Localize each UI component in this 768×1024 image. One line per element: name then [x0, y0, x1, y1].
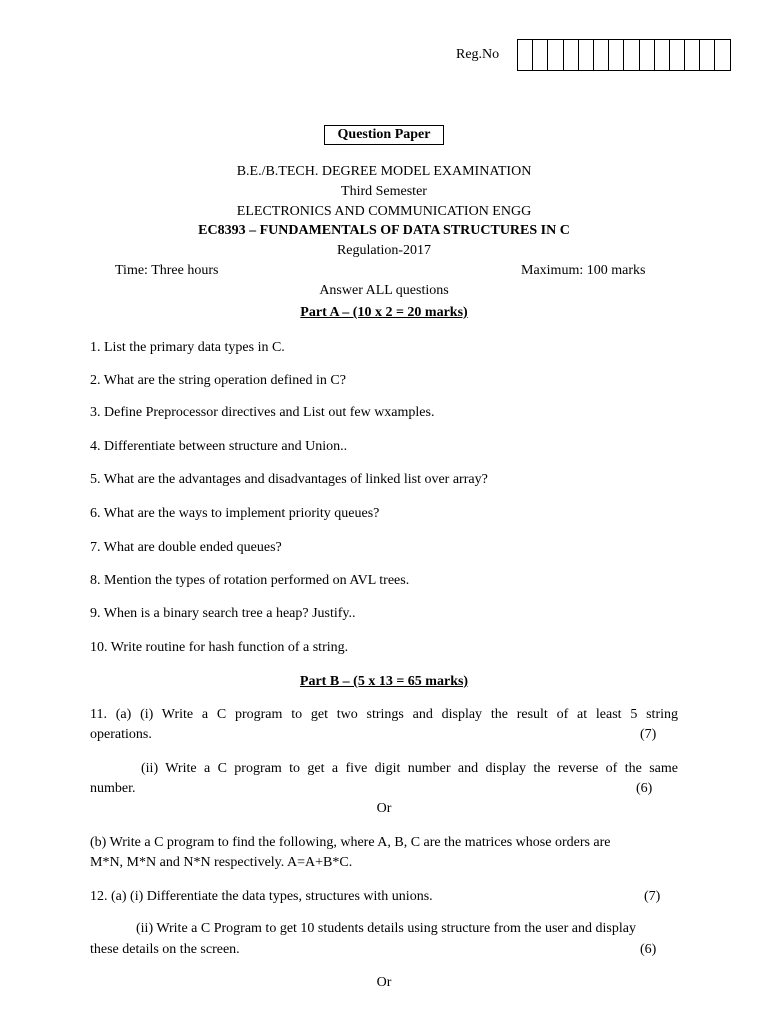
question-2: 2. What are the string operation defined in C?: [90, 373, 346, 388]
question-1: 1. List the primary data types in C.: [90, 340, 285, 355]
reg-no-digit-box[interactable]: [609, 39, 624, 71]
question-4: 4. Differentiate between structure and Union..: [90, 439, 348, 454]
question-3: 3. Define Preprocessor directives and List out few wxamples.: [90, 405, 435, 420]
question-11-a-ii-marks: (6): [636, 781, 653, 796]
or-separator-1: Or: [376, 801, 392, 816]
reg-no-digit-box[interactable]: [670, 39, 685, 71]
instruction: Answer ALL questions: [319, 283, 449, 298]
question-11-a-i-marks: (7): [640, 727, 657, 742]
reg-no-digit-box[interactable]: [715, 39, 730, 71]
semester: Third Semester: [341, 184, 427, 199]
question-11-b-line2: M*N, M*N and N*N respectively. A=A+B*C.: [90, 855, 353, 870]
department: ELECTRONICS AND COMMUNICATION ENGG: [236, 204, 532, 219]
reg-no-digit-box[interactable]: [655, 39, 670, 71]
reg-no-digit-box[interactable]: [533, 39, 548, 71]
maximum-marks: Maximum: 100 marks: [521, 263, 646, 278]
question-11-b-line1: (b) Write a C program to find the following, where A, B, C are the matrices whose orders are: [90, 835, 611, 850]
question-6: 6. What are the ways to implement priority queues?: [90, 506, 380, 521]
regulation: Regulation-2017: [336, 243, 432, 258]
question-12-a-ii-line2: these details on the screen.: [90, 942, 240, 957]
question-paper-label: Question Paper: [324, 125, 444, 145]
reg-no-digit-box[interactable]: [640, 39, 655, 71]
reg-no-boxes[interactable]: [517, 39, 731, 71]
course-title: EC8393 – FUNDAMENTALS OF DATA STRUCTURES IN C: [198, 223, 570, 238]
reg-no-digit-box[interactable]: [700, 39, 715, 71]
or-separator-2: Or: [376, 975, 392, 990]
question-11-a-i-line2: operations.: [90, 727, 152, 742]
reg-no-digit-box[interactable]: [624, 39, 639, 71]
question-8: 8. Mention the types of rotation performed on AVL trees.: [90, 573, 410, 588]
question-9: 9. When is a binary search tree a heap? Justify..: [90, 606, 356, 621]
exam-duration: Time: Three hours: [115, 263, 219, 278]
question-12-a-ii-line1: (ii) Write a C Program to get 10 students details using structure from the user and display: [136, 921, 636, 936]
question-5: 5. What are the advantages and disadvantages of linked list over array?: [90, 472, 488, 487]
question-11-a-ii-line1: (ii) Write a C program to get a five digit number and display the reverse of the same: [141, 761, 678, 776]
part-a-title: Part A – (10 x 2 = 20 marks): [300, 305, 468, 320]
question-12-a-ii-marks: (6): [640, 942, 657, 957]
question-12-a-i-marks: (7): [644, 889, 661, 904]
question-10: 10. Write routine for hash function of a string.: [90, 640, 349, 655]
question-7: 7. What are double ended queues?: [90, 540, 282, 555]
reg-no-digit-box[interactable]: [518, 39, 533, 71]
reg-no-digit-box[interactable]: [594, 39, 609, 71]
part-b-title: Part B – (5 x 13 = 65 marks): [299, 674, 469, 689]
question-11-a-i-line1: 11. (a) (i) Write a C program to get two strings and display the result of at least 5 string: [90, 707, 678, 722]
reg-no-label: Reg.No: [456, 47, 500, 62]
reg-no-digit-box[interactable]: [685, 39, 700, 71]
reg-no-digit-box[interactable]: [548, 39, 563, 71]
question-11-a-ii-line2: number.: [90, 781, 136, 796]
reg-no-digit-box[interactable]: [579, 39, 594, 71]
reg-no-digit-box[interactable]: [564, 39, 579, 71]
degree-title: B.E./B.TECH. DEGREE MODEL EXAMINATION: [236, 164, 532, 179]
question-12-a-i: 12. (a) (i) Differentiate the data types, structures with unions.: [90, 889, 433, 904]
